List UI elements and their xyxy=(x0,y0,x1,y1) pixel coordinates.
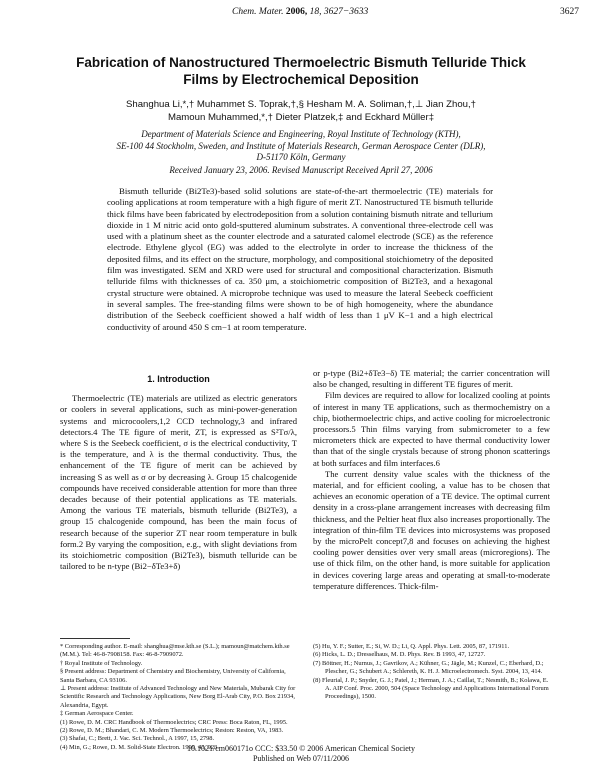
reference-item: (7) Böttner, H.; Nurnus, J.; Gavrikov, A.; Kühner, G.; Jägle, M.; Kunzel, C.; Eberhard, D.; Plescher, G.; Schubert A.; Schlereth, K. H. J. Microelectromech. Syst. 2004, 13, 414. xyxy=(313,659,544,676)
affiliation-line-1: Department of Materials Science and Engineering, Royal Institute of Technology (KTH), xyxy=(141,129,461,139)
journal-name: Chem. Mater. xyxy=(232,7,284,17)
right-column xyxy=(313,368,550,592)
affiliation-line-2: SE-100 44 Stockholm, Sweden, and Institute of Materials Research, German Aerospace Center (DLR), xyxy=(116,140,486,151)
page-footer xyxy=(60,744,542,764)
left-column xyxy=(60,368,297,572)
author-line-1: Shanghua Li,*,† Muhammet S. Toprak,†,§ Hesham M. A. Soliman,†,⊥ Jian Zhou,† xyxy=(125,99,476,110)
author-list xyxy=(60,98,542,124)
reference-item: (3) Shafai, C.; Brett, J. Vac. Sci. Technol., A 1997, 15, 2798. xyxy=(60,735,215,743)
published-line: Published on Web 07/11/2006 xyxy=(252,754,350,763)
doi-line: 10.1021/cm060171o CCC: $33.50 © 2006 American Chemical Society xyxy=(186,744,416,753)
intro-paragraph: Thermoelectric (TE) materials are utilized as electric generators or coolers in several applications, such as mini-power-generation systems and microcoolers,1,2 CCD technology,3 and infrared detectors.4 The TE figure of merit, ZT, is expressed as S²Tσ/λ, where S is the Seebeck coefficient, σ is the electrical conductivity, T is the temperature, and λ is the thermal conductivity. Thus, the enhancement of the TE figure of merit can be achieved by increasing S as well as σ or by decreasing λ. Group 15 chalcogenide compounds have received considerable attention for more than three decades because of their potential applications as TE materials. Among the various TE materials, bismuth telluride (Bi2Te3), a group 15 chalcogenide compound, has been the main focus of research because of the superior ZT near room temperature in bulk form.2 By varying the composition, e.g., with slight deviations from its stoichiometric composition (Bi2Te3), bismuth telluride can be tailored to be n-type (Bi2−δTe3+δ) xyxy=(60,393,297,572)
footnote: § Present address: Department of Chemistry and Biochemistry, University of California, Santa Barbara, CA 93106. xyxy=(60,668,286,684)
footnote-divider xyxy=(60,638,130,639)
footnote: ‡ German Aerospace Center. xyxy=(60,710,134,718)
reference-item: (8) Fleurial, J. P.; Snyder, G. J.; Patel, J.; Herman, J. A.; Caillat, T.; Nesmith, B.; Kolawa, E. A. AIP Conf. Proc. 2000, 504 (Space Technology and Applications International Forum Proceedings), 1500. xyxy=(313,676,549,701)
author-line-2: Mamoun Muhammed,*,† Dieter Platzek,‡ and Eckhard Müller‡ xyxy=(167,112,435,123)
affiliation-line-3: D-51170 Köln, Germany xyxy=(256,152,346,162)
footnote: ⊥ Present address: Institute of Advanced Technology and New Materials, Mubarak City for Scientific Research and Technology Applications, New Borg El-Arab City, P.O. Box 21934, Alexandria, Egypt. xyxy=(60,685,296,709)
footnote: † Royal Institute of Technology. xyxy=(60,659,143,667)
journal-volume-pages: 18, 3627−3633 xyxy=(309,7,369,17)
section-heading: 1. Introduction xyxy=(147,374,210,384)
intro-paragraph-current-density: The current density value scales with the thickness of the material, and for efficient cooling, a value has to be chosen that achieves an economic operation of a TE device. The optimal current density in a cross-plane arrangement increases with decreasing film thickness, and the Peltier heat flux also increases proportionally. The integration of thin-film TE devices into microsystems was proposed by the microPelt concept7,8 and focuses on achieving the highest cooling power densities over very small areas (microregions). The use of thick film, on the other hand, is more suitable for application in devices covering large areas and operating at small-to-moderate temperature differences. Thick-film- xyxy=(313,468,550,591)
reference-item: (1) Rowe, D. M. CRC Handbook of Thermoelectrics; CRC Press: Boca Raton, FL, 1995. xyxy=(60,718,288,726)
paper-title: Fabrication of Nanostructured Thermoelectric Bismuth Telluride Thick Films by Electrochemical Deposition xyxy=(76,55,526,87)
footnotes xyxy=(60,643,297,752)
reference-item: (6) Hicks, L. D.; Dresselhaus, M. D. Phys. Rev. B 1993, 47, 12727. xyxy=(313,651,486,659)
intro-paragraph-continued: or p-type (Bi2+δTe3−δ) TE material; the carrier concentration will also be changed, resulting in different TE figures of merit. xyxy=(313,368,550,390)
intro-paragraph-films: Film devices are required to allow for localized cooling at points of interest in many TE applications, such as thermochemistry on a chip, biothermoelectric chips, and active cooling for microelectronic processors.5 Thin films varying from submicrometer to a few micrometers thick are expected to have thermal conductivity lower than that of the single crystals because of strong phonon scatterings at both surfaces and film interfaces.6 xyxy=(313,390,550,468)
abstract: Bismuth telluride (Bi2Te3)-based solid solutions are state-of-the-art thermoelectric (TE) materials for cooling applications at room temperature with a high figure of merit ZT. Nanostructured TE bismuth telluride thick films have been fabricated by electrodeposition from a solution containing bismuth nitrate and tellurium dioxide in 1 M nitric acid onto gold-sputtered aluminum substrates. A conventional three-electrode cell was used with a platinum sheet as the counter electrode and a saturated calomel electrode (SCE) as the reference electrode. Ethylene glycol (EG) was added to the electrolyte in order to increase the thickness of the deposited films, and its effect on the structure, morphology, and compositional stoichiometry of the deposited film was investigated. SEM and XRD were used for structural and compositional characterization. Bismuth telluride films with thicknesses of ca. 350 μm, a stoichiometric composition of Bi2Te3, and a hexagonal crystal structure were obtained. A microprobe technique was used to measure the lateral Seebeck coefficient in several samples. The free-standing films were shown to be of high homogeneity, where the abundance distribution of the Seebeck coefficient showed a half width of less than 1 μV K−1 and a high electrical conductivity of around 450 S cm−1 at room temperature. xyxy=(107,186,493,332)
references-right xyxy=(313,643,550,702)
page-number: 3627 xyxy=(560,7,579,17)
reference-item: (2) Rowe, D. M.; Bhandari, C. M. Modern Thermoelectrics; Reston: Reston, VA, 1983. xyxy=(60,727,284,735)
reference-item: (4) Min, G.; Rowe, D. M. Solid-State Electron. 1999, 43, 923. xyxy=(60,743,219,751)
reference-item: (5) Hu, Y. F.; Sutter, E.; Si, W. D.; Li, Q. Appl. Phys. Lett. 2005, 87, 171911. xyxy=(313,643,510,650)
affiliations xyxy=(60,129,542,164)
footnote: * Corresponding author. E-mail: shanghua@mse.kth.se (S.L.); mamoun@matchem.kth.se (M.M.). Tel: 46-8-7908158. Fax: 46-8-7909072. xyxy=(60,643,290,659)
received-dates: Received January 23, 2006. Revised Manuscript Received April 27, 2006 xyxy=(169,165,433,175)
journal-header xyxy=(232,7,368,17)
journal-year: 2006, xyxy=(285,7,308,17)
